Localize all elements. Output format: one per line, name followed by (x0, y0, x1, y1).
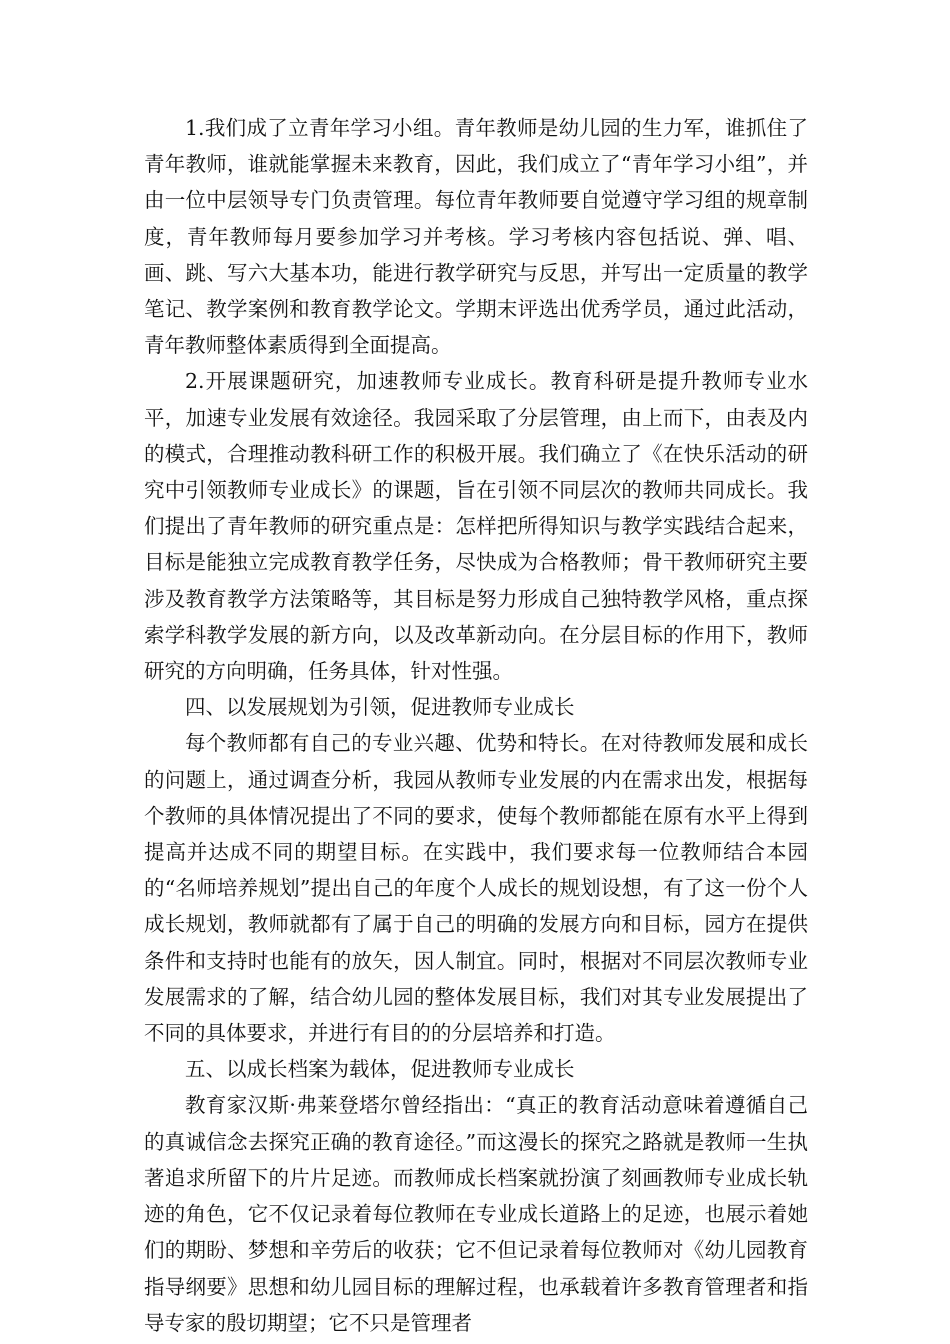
document-body (144, 110, 808, 1341)
section-heading-development-plan: 四、以发展规划为引领，促进教师专业成长 (185, 695, 575, 720)
paragraph-youth-study-group: 1.我们成了立青年学习小组。青年教师是幼儿园的生力军，谁抓住了青年教师，谁就能掌握未来教育，因此，我们成立了“青年学习小组”，并由一位中层领导专门负责管理。每位青年教师要自觉遵守学习组的规章制度，青年教师每月要参加学习并考核。学习考核内容包括说、弹、唱、画、跳、写六大基本功，能进行教学研究与反思，并写出一定质量的教学笔记、教学案例和教育教学论文。学期末评选出优秀学员，通过此活动，青年教师整体素质得到全面提高。 (144, 116, 808, 358)
paragraph-research-projects: 2.开展课题研究，加速教师专业成长。教育科研是提升教师专业水平，加速专业发展有效途径。我园采取了分层管理，由上而下，由表及内的模式，合理推动教科研工作的积极开展。我们确立了《在快乐活动的研究中引领教师专业成长》的课题，旨在引领不同层次的教师共同成长。我们提出了青年教师的研究重点是：怎样把所得知识与教学实践结合起来，目标是能独立完成教育教学任务，尽快成为合格教师；骨干教师研究主要涉及教育教学方法策略等，其目标是努力形成自己独特教学风格，重点探索学科教学发展的新方向，以及改革新动向。在分层目标的作用下，教师研究的方向明确，任务具体，针对性强。 (144, 369, 808, 684)
paragraph-growth-archive: 教育家汉斯·弗莱登塔尔曾经指出：“真正的教育活动意味着遵循自己的真诚信念去探究正确的教育途径。”而这漫长的探究之路就是教师一生执著追求所留下的片片足迹。而教师成长档案就扮演了刻画教师专业成长轨迹的角色，它不仅记录着每位教师在专业成长道路上的足迹，也展示着她们的期盼、梦想和辛劳后的收获；它不但记录着每位教师对《幼儿园教育指导纲要》思想和幼儿园目标的理解过程，也承载着许多教育管理者和指导专家的殷切期望；它不只是管理者 (144, 1093, 808, 1335)
section-heading-growth-archive: 五、以成长档案为载体，促进教师专业成长 (185, 1057, 575, 1082)
paragraph-development-plan: 每个教师都有自己的专业兴趣、优势和特长。在对待教师发展和成长的问题上，通过调查分析，我园从教师专业发展的内在需求出发，根据每个教师的具体情况提出了不同的要求，使每个教师都能在原有水平上得到提高并达成不同的期望目标。在实践中，我们要求每一位教师结合本园的“名师培养规划”提出自己的年度个人成长的规划设想，有了这一份个人成长规划，教师就都有了属于自己的明确的发展方向和目标，园方在提供条件和支持时也能有的放矢，因人制宜。同时，根据对不同层次教师专业发展需求的了解，结合幼儿园的整体发展目标，我们对其专业发展提出了不同的具体要求，并进行有目的的分层培养和打造。 (144, 731, 808, 1046)
